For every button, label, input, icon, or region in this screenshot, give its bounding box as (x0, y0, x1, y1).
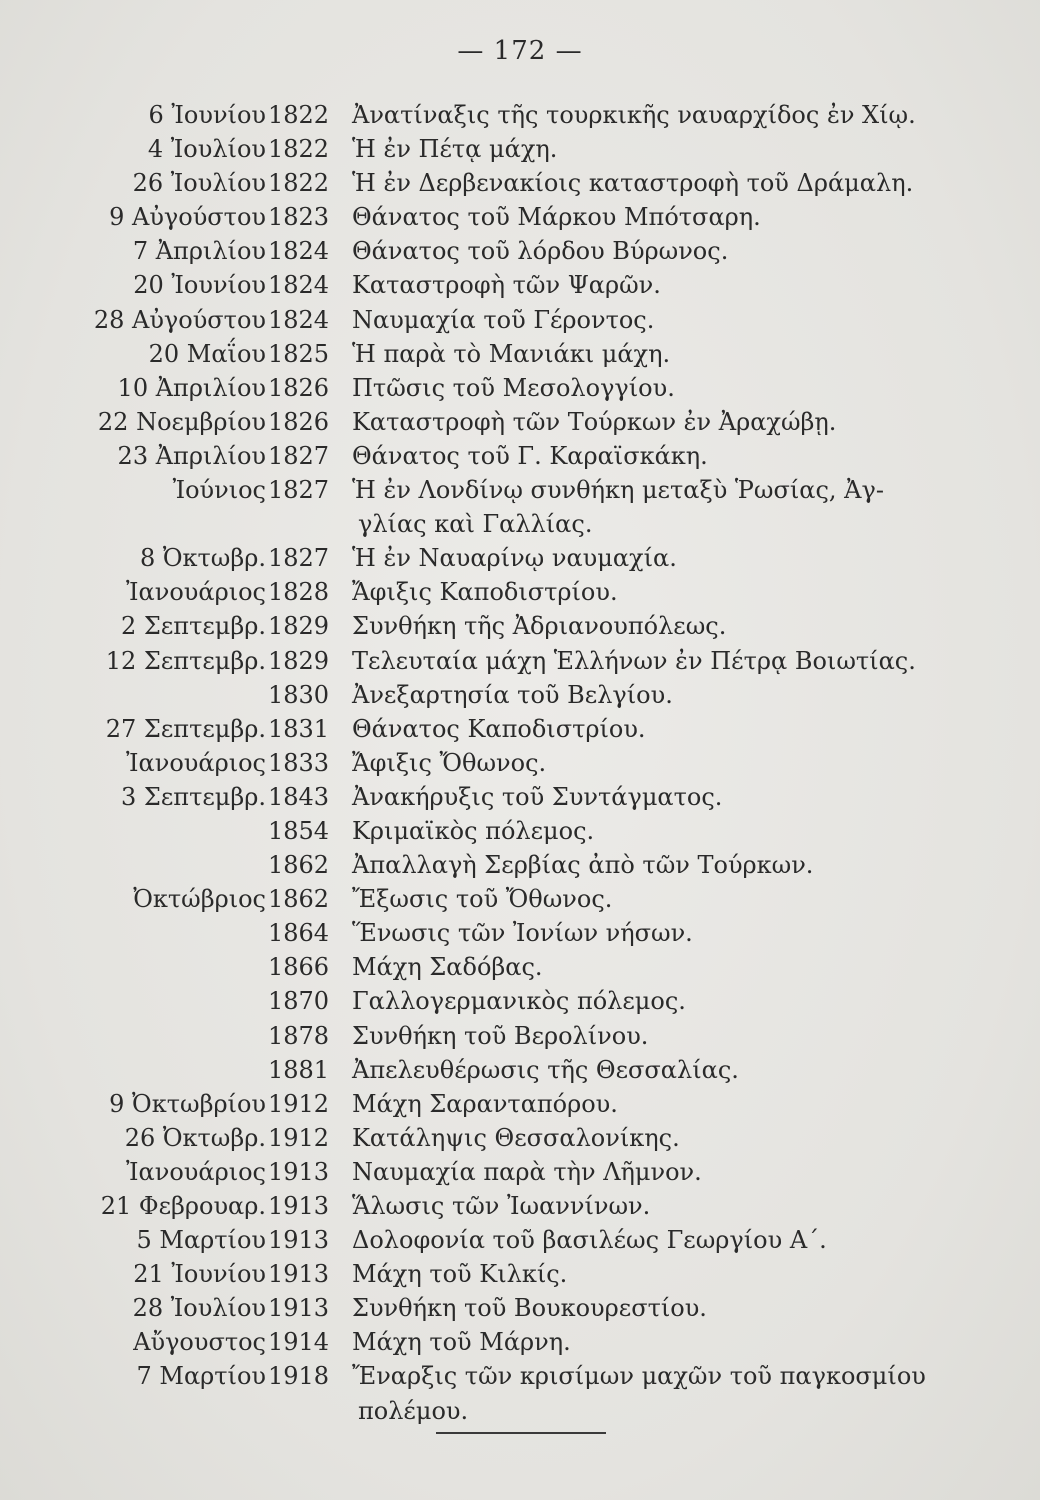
entry-date: 20 Ἰουνίου (133, 271, 266, 300)
entry-year: 1912 (268, 1089, 330, 1118)
entry-event-continuation: πολέμου. (358, 1396, 469, 1425)
list-item (0, 984, 1040, 1018)
entry-date: 4 Ἰουλίου (147, 135, 266, 164)
list-item (0, 1257, 1040, 1291)
entry-date: 10 Ἀπριλίου (117, 373, 266, 402)
entry-year: 1866 (268, 953, 330, 982)
entry-year: 1913 (268, 1260, 330, 1289)
list-item (0, 1223, 1040, 1257)
entry-year: 1862 (268, 885, 330, 914)
list-item (0, 1359, 1040, 1393)
list-item (0, 1019, 1040, 1053)
entry-date: 21 Ἰουνίου (133, 1260, 266, 1289)
list-item (0, 1325, 1040, 1359)
entry-event: Μάχη τοῦ Κιλκίς. (352, 1260, 568, 1289)
entry-event: Ἅλωσις τῶν Ἰωαννίνων. (352, 1192, 651, 1220)
entry-date: 21 Φεβρουαρ. (100, 1192, 266, 1220)
entry-year: 1829 (268, 612, 330, 641)
entry-event: Ἕνωσις τῶν Ἰονίων νήσων. (352, 919, 693, 948)
entry-event: Δολοφονία τοῦ βασιλέως Γεωργίου Α΄. (352, 1226, 827, 1255)
entry-date: Ἰούνιος (172, 476, 266, 505)
entry-event: Μάχη Σαρανταπόρου. (352, 1089, 618, 1118)
entry-event: Ναυμαχία παρὰ τὴν Λῆμνον. (352, 1157, 702, 1186)
entry-event: Ἡ παρὰ τὸ Μανιάκι μάχη. (352, 339, 671, 368)
entry-event: Συνθήκη τῆς Ἀδριανουπόλεως. (352, 612, 727, 641)
entry-date: 28 Ἰουλίου (132, 1294, 266, 1323)
bottom-divider (436, 1432, 606, 1434)
entry-date: 8 Ὀκτωβρ. (139, 544, 266, 573)
entry-year: 1824 (268, 305, 330, 334)
list-item (0, 303, 1040, 337)
page-number: — 172 — (457, 36, 583, 66)
list-item (0, 848, 1040, 882)
entry-year: 1822 (268, 135, 330, 164)
list-item (0, 541, 1040, 575)
list-item (0, 780, 1040, 814)
entry-year: 1914 (268, 1328, 330, 1357)
entry-year: 1843 (268, 782, 330, 811)
entry-event: Συνθήκη τοῦ Βουκουρεστίου. (352, 1294, 707, 1323)
entry-year: 1864 (268, 919, 330, 948)
entry-date: 3 Σεπτεμβρ. (121, 782, 266, 811)
entry-event: Ἡ ἐν Λονδίνῳ συνθήκη μεταξὺ Ῥωσίας, Ἀγ- (352, 476, 884, 505)
entry-year: 1824 (268, 271, 330, 300)
entry-event: Θάνατος Καποδιστρίου. (352, 714, 646, 743)
entry-year: 1822 (268, 169, 330, 198)
list-item (0, 644, 1040, 678)
list-item (0, 371, 1040, 405)
entry-year: 1827 (268, 476, 330, 505)
entry-year: 1828 (268, 578, 330, 607)
list-item (0, 1053, 1040, 1087)
list-item (0, 337, 1040, 371)
list-item-continuation (0, 507, 1040, 541)
entry-date: Ἰανουάριος (126, 748, 266, 777)
list-item (0, 98, 1040, 132)
entry-year: 1833 (268, 748, 330, 777)
list-item (0, 1087, 1040, 1121)
entry-event: Ἀπελευθέρωσις τῆς Θεσσαλίας. (352, 1055, 739, 1084)
list-item-continuation (0, 1394, 1040, 1428)
entry-date: 12 Σεπτεμβρ. (105, 646, 266, 675)
list-item (0, 712, 1040, 746)
entry-year: 1829 (268, 646, 330, 675)
entry-event: Πτῶσις τοῦ Μεσολογγίου. (352, 373, 675, 402)
entry-date: 22 Νοεμβρίου (97, 407, 266, 436)
list-item (0, 609, 1040, 643)
entry-year: 1881 (268, 1055, 330, 1084)
list-item (0, 200, 1040, 234)
entry-year: 1825 (268, 339, 330, 368)
entry-date: Ἰανουάριος (126, 578, 266, 607)
chronology-list (0, 98, 1040, 1428)
entry-year: 1831 (268, 714, 330, 743)
entry-event: Ἡ ἐν Ναυαρίνῳ ναυμαχία. (352, 544, 677, 573)
entry-event: Κριμαϊκὸς πόλεμος. (352, 816, 595, 845)
entry-date: 28 Αὐγούστου (93, 305, 266, 334)
entry-year: 1830 (268, 680, 330, 709)
entry-year: 1862 (268, 851, 330, 880)
entry-year: 1870 (268, 987, 330, 1016)
entry-event-continuation: γλίας καὶ Γαλλίας. (358, 510, 593, 539)
entry-date: Ἰανουάριος (126, 1157, 266, 1186)
entry-date: Αὔγουστος (133, 1328, 266, 1357)
list-item (0, 473, 1040, 507)
list-item (0, 1189, 1040, 1223)
entry-year: 1822 (268, 101, 330, 129)
entry-event: Ἀπαλλαγὴ Σερβίας ἀπὸ τῶν Τούρκων. (352, 851, 814, 880)
entry-date: 7 Ἀπριλίου (132, 237, 266, 266)
entry-event: Ἀνακήρυξις τοῦ Συντάγματος. (352, 782, 723, 811)
entry-date: 9 Αὐγούστου (109, 203, 266, 232)
entry-event: Ναυμαχία τοῦ Γέροντος. (352, 305, 655, 334)
entry-event: Κατάληψις Θεσσαλονίκης. (352, 1123, 680, 1152)
list-item (0, 166, 1040, 200)
entry-date: 23 Ἀπριλίου (117, 441, 266, 470)
list-item (0, 575, 1040, 609)
entry-date: Ὀκτώβριος (133, 885, 266, 914)
entry-date: 27 Σεπτεμβρ. (105, 714, 266, 743)
entry-event: Καταστροφὴ τῶν Ψαρῶν. (352, 271, 661, 300)
entry-event: Ἄφιξις Καποδιστρίου. (352, 578, 618, 607)
list-item (0, 678, 1040, 712)
entry-year: 1913 (268, 1294, 330, 1323)
entry-year: 1823 (268, 203, 330, 232)
entry-date: 9 Ὀκτωβρίου (109, 1089, 266, 1118)
entry-date: 20 Μαΐου (148, 339, 266, 368)
entry-event: Μάχη τοῦ Μάρνη. (352, 1328, 571, 1357)
entry-event: Ἡ ἐν Δερβενακίοις καταστροφὴ τοῦ Δράμαλη. (352, 169, 914, 198)
entry-event: Ἀνεξαρτησία τοῦ Βελγίου. (352, 680, 673, 709)
entry-date: 26 Ὀκτωβρ. (124, 1123, 266, 1152)
entry-year: 1826 (268, 407, 330, 436)
entry-date: 26 Ἰουλίου (132, 169, 266, 198)
list-item (0, 1291, 1040, 1325)
list-item (0, 439, 1040, 473)
entry-event: Ἄφιξις Ὄθωνος. (352, 748, 547, 777)
entry-year: 1854 (268, 816, 330, 845)
entry-event: Θάνατος τοῦ Γ. Καραϊσκάκη. (352, 441, 708, 470)
list-item (0, 1121, 1040, 1155)
list-item (0, 916, 1040, 950)
entry-event: Ἀνατίναξις τῆς τουρκικῆς ναυαρχίδος ἐν Χίῳ. (352, 101, 916, 129)
entry-event: Θάνατος τοῦ Μάρκου Μπότσαρη. (352, 203, 761, 232)
list-item (0, 950, 1040, 984)
entry-event: Συνθήκη τοῦ Βερολίνου. (352, 1021, 649, 1050)
list-item (0, 132, 1040, 166)
entry-year: 1913 (268, 1157, 330, 1186)
entry-event: Τελευταία μάχη Ἑλλήνων ἐν Πέτρᾳ Βοιωτίας. (352, 646, 916, 675)
list-item (0, 746, 1040, 780)
entry-event: Γαλλογερμανικὸς πόλεμος. (352, 987, 686, 1016)
list-item (0, 234, 1040, 268)
entry-date: 7 Μαρτίου (136, 1362, 266, 1391)
entry-year: 1913 (268, 1226, 330, 1255)
entry-year: 1878 (268, 1021, 330, 1050)
entry-event: Θάνατος τοῦ λόρδου Βύρωνος. (352, 237, 729, 266)
entry-date: 2 Σεπτεμβρ. (121, 612, 266, 641)
entry-year: 1827 (268, 544, 330, 573)
entry-year: 1826 (268, 373, 330, 402)
list-item (0, 814, 1040, 848)
entry-event: Μάχη Σαδόβας. (352, 953, 543, 982)
entry-year: 1912 (268, 1123, 330, 1152)
entry-year: 1827 (268, 441, 330, 470)
entry-year: 1824 (268, 237, 330, 266)
entry-date: 6 Ἰουνίου (148, 101, 266, 129)
entry-event: Ἔναρξις τῶν κρισίμων μαχῶν τοῦ παγκοσμίου (352, 1362, 926, 1391)
entry-date: 5 Μαρτίου (136, 1226, 266, 1255)
entry-event: Ἡ ἐν Πέτᾳ μάχη. (352, 135, 558, 164)
entry-year: 1913 (268, 1192, 330, 1220)
list-item (0, 882, 1040, 916)
list-item (0, 268, 1040, 302)
list-item (0, 405, 1040, 439)
entry-event: Ἔξωσις τοῦ Ὄθωνος. (352, 885, 613, 914)
list-item (0, 1155, 1040, 1189)
entry-year: 1918 (268, 1362, 330, 1391)
entry-event: Καταστροφὴ τῶν Τούρκων ἐν Ἀραχώβῃ. (352, 407, 837, 436)
